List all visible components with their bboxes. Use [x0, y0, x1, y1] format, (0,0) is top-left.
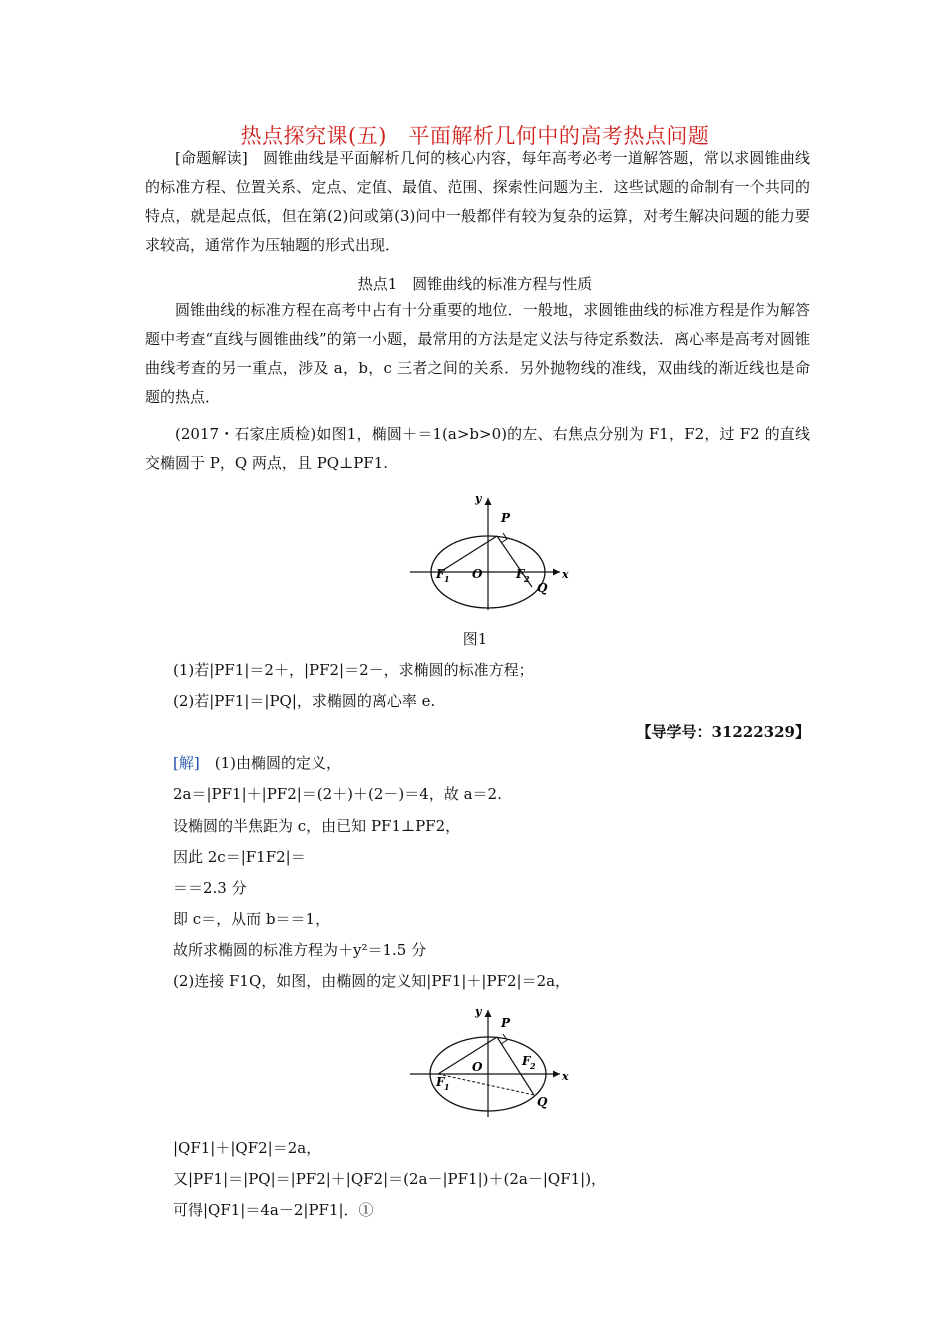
label-f2: F: [522, 1054, 531, 1068]
solution-line-3: 设椭圆的半焦距为 c，由已知 PF1⊥PF2，: [173, 817, 461, 835]
label-q: Q: [537, 581, 548, 595]
solution-line-4: 因此 2c＝|F1F2|＝: [173, 848, 306, 866]
right-angle-mark: [501, 1034, 507, 1044]
label-f2-sub: 2: [524, 574, 530, 584]
figure-1-caption: 图1: [462, 630, 488, 648]
solution-line-1: [173, 752, 341, 774]
solution-line-5: ＝＝2.3 分: [173, 879, 247, 897]
problem-paragraph: (2017・石家庄质检)如图1，椭圆＋＝1(a>b>0)的左、右焦点分别为 F1，F2，过 F2 的直线交椭圆于 P，Q 两点，且 PQ⊥PF1.: [145, 425, 810, 472]
label-y: y: [475, 1005, 482, 1018]
section-heading: 热点1 圆锥曲线的标准方程与性质: [357, 275, 593, 293]
label-p: P: [501, 1016, 511, 1030]
solution-label: [解]: [173, 754, 200, 772]
label-f1-sub: 1: [444, 1082, 450, 1092]
page-title: 热点探究课(五) 平面解析几何中的高考热点问题: [240, 124, 710, 148]
label-f1: F: [436, 567, 445, 581]
label-p: P: [501, 511, 511, 525]
guide-number: 【导学号：31222329】: [636, 723, 810, 741]
intro-paragraph: [145, 144, 810, 260]
intro-text: 圆锥曲线是平面解析几何的核心内容，每年高考必考一道解答题，常以求圆锥曲线的标准方程、位置关系、定点、定值、最值、范围、探索性问题为主．这些试题的命制有一个共同的特点，就是起点低，但在第(2)问或第(3)问中一般都伴有较为复杂的运算，对考生解决问题的能力要求较高，通常作为压轴题的形式出现．: [145, 149, 810, 254]
question-1: (1)若|PF1|＝2＋，|PF2|＝2－，求椭圆的标准方程；: [173, 661, 534, 679]
label-q: Q: [537, 1095, 548, 1109]
after-line-1: |QF1|＋|QF2|＝2a，: [173, 1139, 322, 1157]
label-x: x: [562, 1070, 569, 1083]
question-2: (2)若|PF1|＝|PQ|，求椭圆的离心率 e.: [173, 692, 436, 710]
solution-line-8: (2)连接 F1Q，如图，由椭圆的定义知|PF1|＋|PF2|＝2a，: [173, 972, 571, 990]
label-f2-sub: 2: [530, 1061, 536, 1071]
label-y: y: [475, 492, 482, 505]
solution-line-2: 2a＝|PF1|＋|PF2|＝(2＋)＋(2－)＝4，故 a＝2.: [173, 785, 502, 803]
segment-f1q-dashed: [438, 1074, 534, 1095]
label-f1: F: [436, 1075, 445, 1089]
solution-text-1: (1)由椭圆的定义，: [199, 754, 341, 772]
intro-label: [命题解读]: [175, 149, 248, 167]
label-f2: F: [516, 567, 525, 581]
label-o: O: [472, 567, 483, 581]
solution-line-7: 故所求椭圆的标准方程为＋y²＝1.5 分: [173, 941, 427, 959]
after-line-2: 又|PF1|＝|PQ|＝|PF2|＋|QF2|＝(2a－|PF1|)＋(2a－|QF1|)，: [173, 1170, 607, 1188]
solution-line-6: 即 c＝，从而 b＝＝1，: [173, 910, 331, 928]
label-o: O: [472, 1060, 483, 1074]
label-x: x: [562, 568, 569, 581]
label-f1-sub: 1: [444, 574, 450, 584]
figure-2-ellipse-diagram: [400, 1005, 580, 1120]
after-line-3: 可得|QF1|＝4a－2|PF1|．①: [173, 1201, 374, 1219]
section-paragraph: 圆锥曲线的标准方程在高考中占有十分重要的地位．一般地，求圆锥曲线的标准方程是作为解答题中考查“直线与圆锥曲线”的第一小题，最常用的方法是定义法与待定系数法．离心率是高考对圆锥曲线考查的另一重点，涉及 a，b，c 三者之间的关系．另外抛物线的准线，双曲线的渐近线也是命题的热点．: [145, 301, 810, 406]
figure-1-ellipse-diagram: [400, 488, 580, 613]
